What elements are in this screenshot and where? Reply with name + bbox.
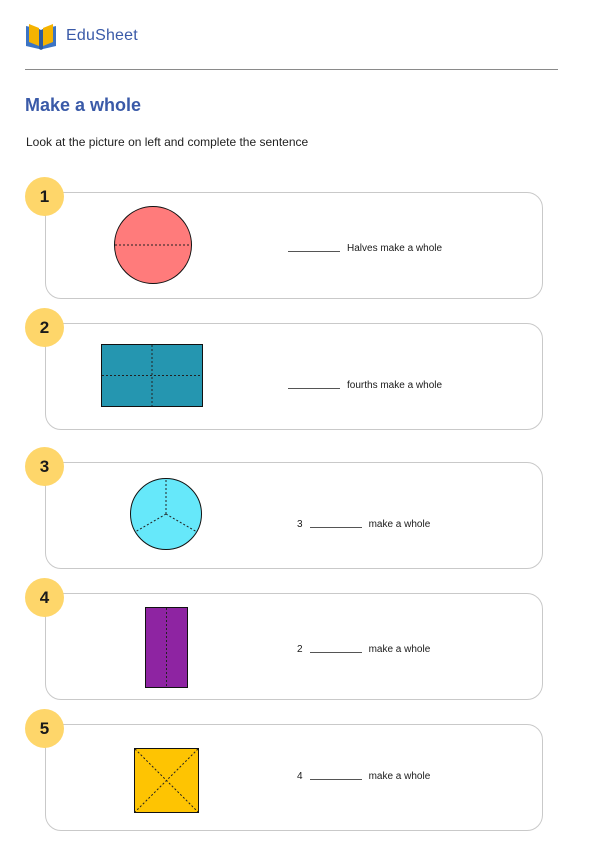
question-number-badge: 5 [25,709,64,748]
rectangle-shape [146,608,188,688]
sentence-text: make a whole [368,771,431,782]
brand-name: EduSheet [66,27,138,44]
question-card-3 [45,462,543,569]
sentence-text: make a whole [368,519,431,530]
question-card-2 [45,323,543,430]
answer-blank[interactable] [288,387,340,389]
page-title: Make a whole [25,95,142,115]
sentence-2 [288,380,442,391]
thirds-circle [129,477,203,551]
sentence-number: 2 [297,644,303,655]
instructions: Look at the picture on left and complete the sentence [26,135,309,149]
logo [25,22,138,50]
sentence-4 [297,644,430,655]
sentence-5 [297,771,430,782]
answer-blank[interactable] [310,778,362,780]
sentence-number: 4 [297,771,303,782]
fourths-rectangle [101,344,203,407]
sentence-number: 3 [297,519,303,530]
sentence-text: Halves make a whole [347,243,443,254]
sentence-3 [297,519,430,530]
answer-blank[interactable] [288,250,340,252]
question-number-badge: 3 [25,447,64,486]
sentence-text: fourths make a whole [347,380,443,391]
sentence-1 [288,243,442,254]
question-number-badge: 2 [25,308,64,347]
sentence-text: make a whole [368,644,431,655]
question-card-1 [45,192,543,299]
open-book-icon [25,22,57,50]
question-card-5 [45,724,543,831]
question-number-badge: 1 [25,177,64,216]
question-number-badge: 4 [25,578,64,617]
halves-circle [113,205,193,285]
halves-rectangle [145,607,188,688]
question-card-4 [45,593,543,700]
header-divider [25,69,558,70]
fourths-square [134,748,199,813]
answer-blank[interactable] [310,651,362,653]
answer-blank[interactable] [310,526,362,528]
